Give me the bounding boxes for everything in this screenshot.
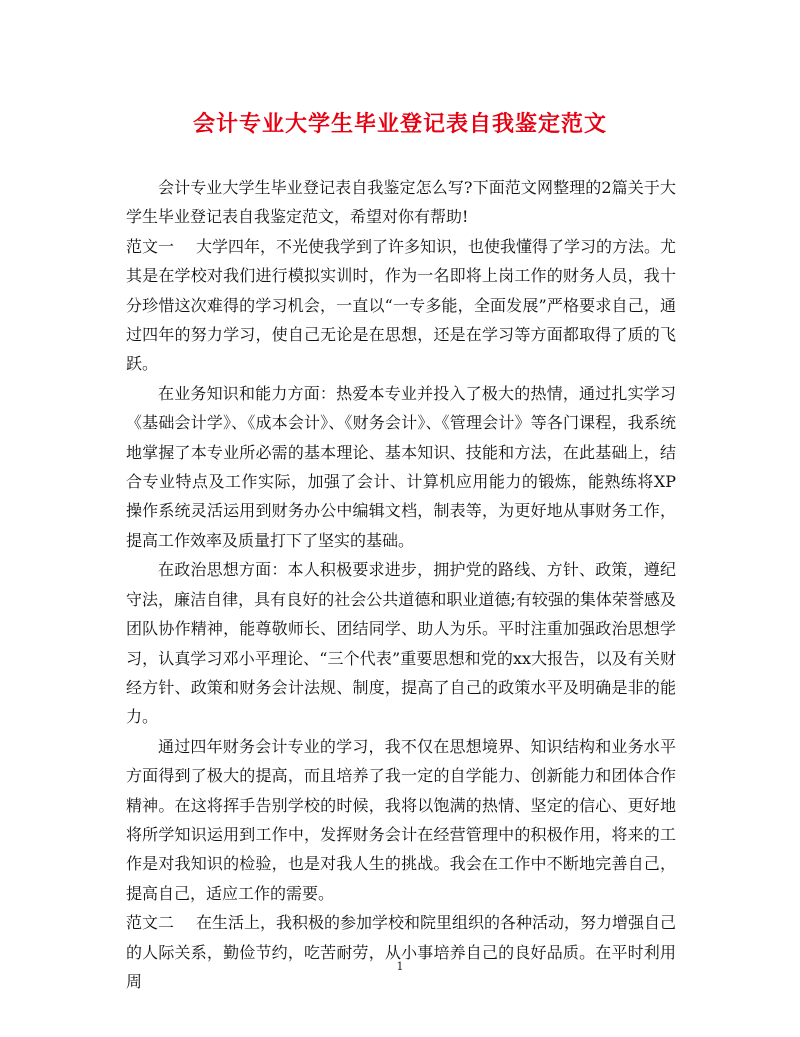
page-number: 1 — [396, 960, 404, 973]
document-title: 会计专业大学生毕业登记表自我鉴定范文 — [192, 111, 607, 137]
document-body — [126, 173, 676, 996]
intro-paragraph: 会计专业大学生毕业登记表自我鉴定怎么写?下面范文网整理的2篇关于大学生毕业登记表自我鉴定范文，希望对你有帮助! — [126, 178, 676, 227]
sample1-paragraph-3: 在政治思想方面：本人积极要求进步，拥护党的路线、方针、政策，遵纪守法，廉洁自律，具有良好的社会公共道德和职业道德;有较强的集体荣誉感及团队协作精神，能尊敬师长、团结同学、助人为乐。平时注重加强政治思想学习，认真学习邓小平理论、“三个代表”重要思想和党的xx大报告，以及有关财经方针、政策和财务会计法规、制度，提高了自己的政策水平及明确是非的能力。 — [126, 560, 676, 727]
sample1-paragraph-4: 通过四年财务会计专业的学习，我不仅在思想境界、知识结构和业务水平方面得到了极大的提高，而且培养了我一定的自学能力、创新能力和团体合作精神。在这将挥手告别学校的时候，我将以饱满的热情、坚定的信心、更好地将所学知识运用到工作中，发挥财务会计在经营管理中的积极作用，将来的工作是对我知识的检验，也是对我人生的挑战。我会在工作中不断地完善自己，提高自己，适应工作的需要。 — [126, 736, 676, 903]
sample1-label: 范文一 — [126, 236, 175, 256]
sample1-paragraph-2: 在业务知识和能力方面：热爱本专业并投入了极大的热情，通过扎实学习《基础会计学》、《成本会计》、《财务会计》、《管理会计》等各门课程，我系统地掌握了本专业所必需的基本理论、基本知识、技能和方法，在此基础上，结合专业特点及工作实际，加强了会计、计算机应用能力的锻炼，能熟练将XP操作系统灵活运用到财务办公中编辑文档，制表等，为更好地从事财务工作，提高工作效率及质量打下了坚实的基础。 — [126, 383, 676, 550]
sample1-paragraph-1-text: 大学四年，不光使我学到了许多知识，也使我懂得了学习的方法。尤其是在学校对我们进行模拟实训时，作为一名即将上岗工作的财务人员，我十分珍惜这次难得的学习机会，一直以“一专多能，全面发展”严格要求自己，通过四年的努力学习，使自己无论是在思想，还是在学习等方面都取得了质的飞跃。 — [126, 236, 677, 374]
sample2-paragraph-1-text: 在生活上，我积极的参加学校和院里组织的各种活动，努力增强自己的人际关系，勤俭节约，吃苦耐劳，从小事培养自己的良好品质。在平时利用周 — [126, 913, 677, 991]
sample1-first-paragraph — [126, 232, 676, 379]
sample2-first-paragraph — [126, 908, 676, 996]
sample2-label: 范文二 — [126, 913, 175, 933]
